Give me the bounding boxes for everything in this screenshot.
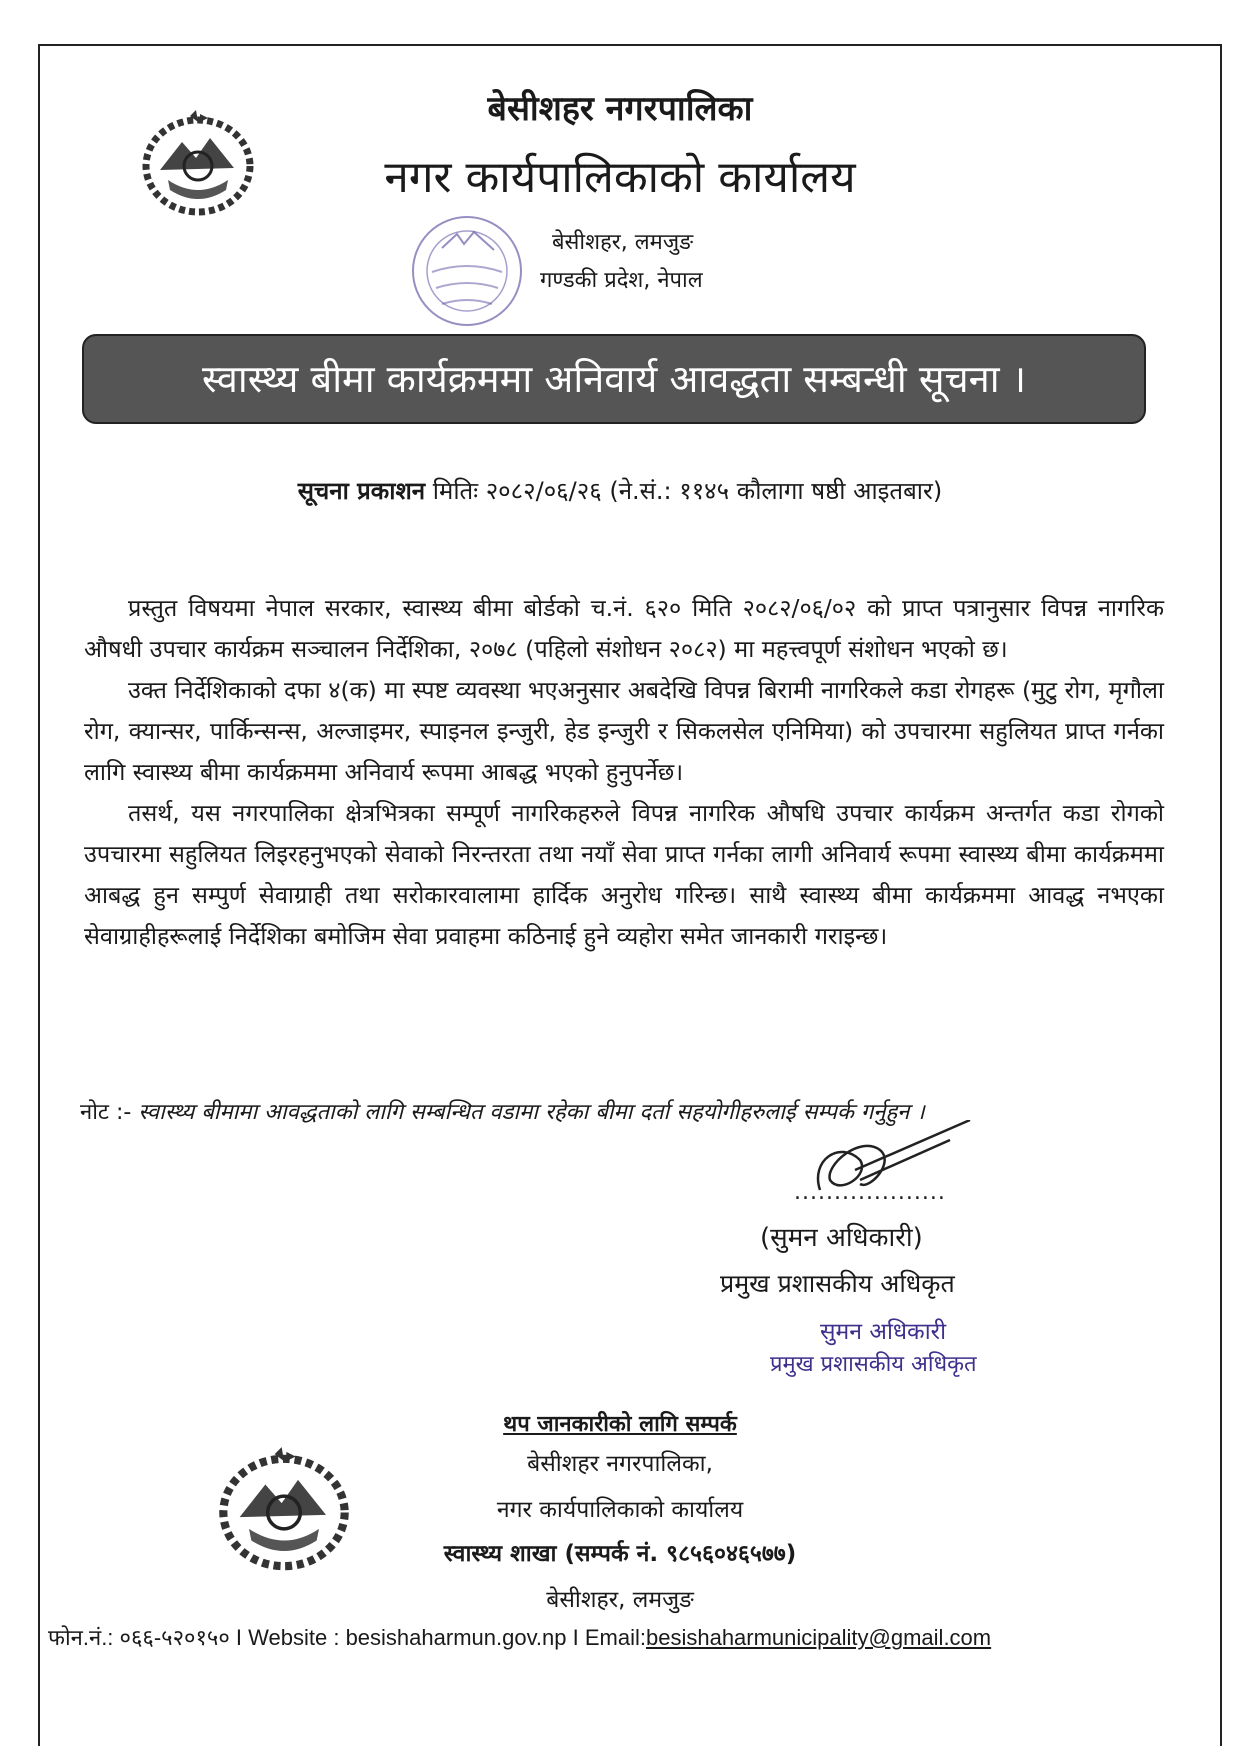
note: [80, 1096, 925, 1126]
title-stamp: प्रमुख प्रशासकीय अधिकृत: [770, 1352, 977, 1377]
notice-title-banner: स्वास्थ्य बीमा कार्यक्रममा अनिवार्य आवद्धता सम्बन्धी सूचना ।: [82, 334, 1146, 424]
footer-phone-website: फोन.नं.: ०६६-५२०१५० I Website : besishaharmun.gov.np I Email:: [48, 1625, 646, 1650]
contact-heading-text: थप जानकारीको लागि सम्पर्क: [503, 1412, 737, 1437]
publication-date: [0, 474, 1240, 507]
paragraph-1: प्रस्तुत विषयमा नेपाल सरकार, स्वास्थ्य बीमा बोर्डको च.नं. ६२० मिति २०८२/०६/०२ को प्राप्त पत्रानुसार विपन्न नागरिक औषधी उपचार कार्यक्रम सञ्चालन निर्देशिका, २०७८ (पहिलो संशोधन २०८२) मा महत्त्वपूर्ण संशोधन भएको छ।: [84, 594, 1164, 663]
publication-date-value: मितिः २०८२/०६/२६ (ने.सं.: ११४५ कौलागा षष्ठी आइतबार): [432, 477, 943, 505]
municipality-name: बेसीशहर नगरपालिका: [487, 89, 753, 129]
signature-line: ...................: [794, 1180, 946, 1205]
signature-scribble-icon: [800, 1120, 990, 1230]
paragraph-2: उक्त निर्देशिकाको दफा ४(क) मा स्पष्ट व्यवस्था भएअनुसार अबदेखि विपन्न बिरामी नागरिकले कडा रोगहरू (मुटु रोग, मृगौला रोग, क्यान्सर, पार्किन्सन्स, अल्जाइमर, स्पाइनल इन्जुरी, हेड इन्जुरी र सिकलसेल एनिमिया) को उपचारमा सहुलियत प्राप्त गर्नका लागि स्वास्थ्य बीमा कार्यक्रममा अनिवार्य रूपमा आबद्ध भएको हुनुपर्नेछ।: [84, 676, 1164, 786]
address-line-1: बेसीशहर, लमजुङ: [552, 230, 694, 255]
footer-email-link[interactable]: besishaharmunicipality@gmail.com: [645, 1625, 992, 1650]
round-seal-icon: [402, 212, 532, 330]
contact-line-1: बेसीशहर नगरपालिका,: [527, 1451, 713, 1477]
paragraph-3: तसर्थ, यस नगरपालिका क्षेत्रभित्रका सम्पूर्ण नागरिकहरुले विपन्न नागरिक औषधि उपचार कार्यक्रम अन्तर्गत कडा रोगको उपचारमा सहुलियत लिइरहनुभएको सेवाको निरन्तरता तथा नयाँ सेवा प्राप्त गर्नका लागी अनिवार्य रूपमा स्वास्थ्य बीमा कार्यक्रममा आबद्ध हुन सम्पुर्ण सेवाग्राही तथा सरोकारवालामा हार्दिक अनुरोध गरिन्छ। साथै स्वास्थ्य बीमा कार्यक्रममा आवद्ध नभएका सेवाग्राहीहरूलाई निर्देशिका बमोजिम सेवा प्रवाहमा कठिनाई हुने व्यहोरा समेत जानकारी गराइन्छ।: [84, 799, 1164, 950]
contact-heading: [0, 1408, 1240, 1438]
signatory-name: (सुमन अधिकारी): [760, 1223, 923, 1253]
notice-body: [84, 588, 1164, 957]
contact-line-3: स्वास्थ्य शाखा (सम्पर्क नं. ९८५६०४६५७७): [443, 1541, 797, 1567]
address-line-2: गण्डकी प्रदेश, नेपाल: [540, 268, 703, 293]
footer: [48, 1622, 1208, 1652]
signatory-title: प्रमुख प्रशासकीय अधिकृत: [720, 1269, 955, 1298]
contact-line-2: नगर कार्यपालिकाको कार्यालय: [496, 1497, 744, 1523]
note-label: नोट :-: [80, 1100, 132, 1125]
publication-label: सूचना प्रकाशन: [297, 477, 426, 505]
name-stamp: सुमन अधिकारी: [820, 1319, 947, 1345]
note-text: स्वास्थ्य बीमामा आवद्धताको लागि सम्बन्धित वडामा रहेका बीमा दर्ता सहयोगीहरुलाई सम्पर्क गर्नुहुन ।: [138, 1100, 925, 1125]
contact-line-4: बेसीशहर, लमजुङ: [546, 1587, 694, 1613]
office-name: नगर कार्यपालिकाको कार्यालय: [384, 152, 856, 203]
